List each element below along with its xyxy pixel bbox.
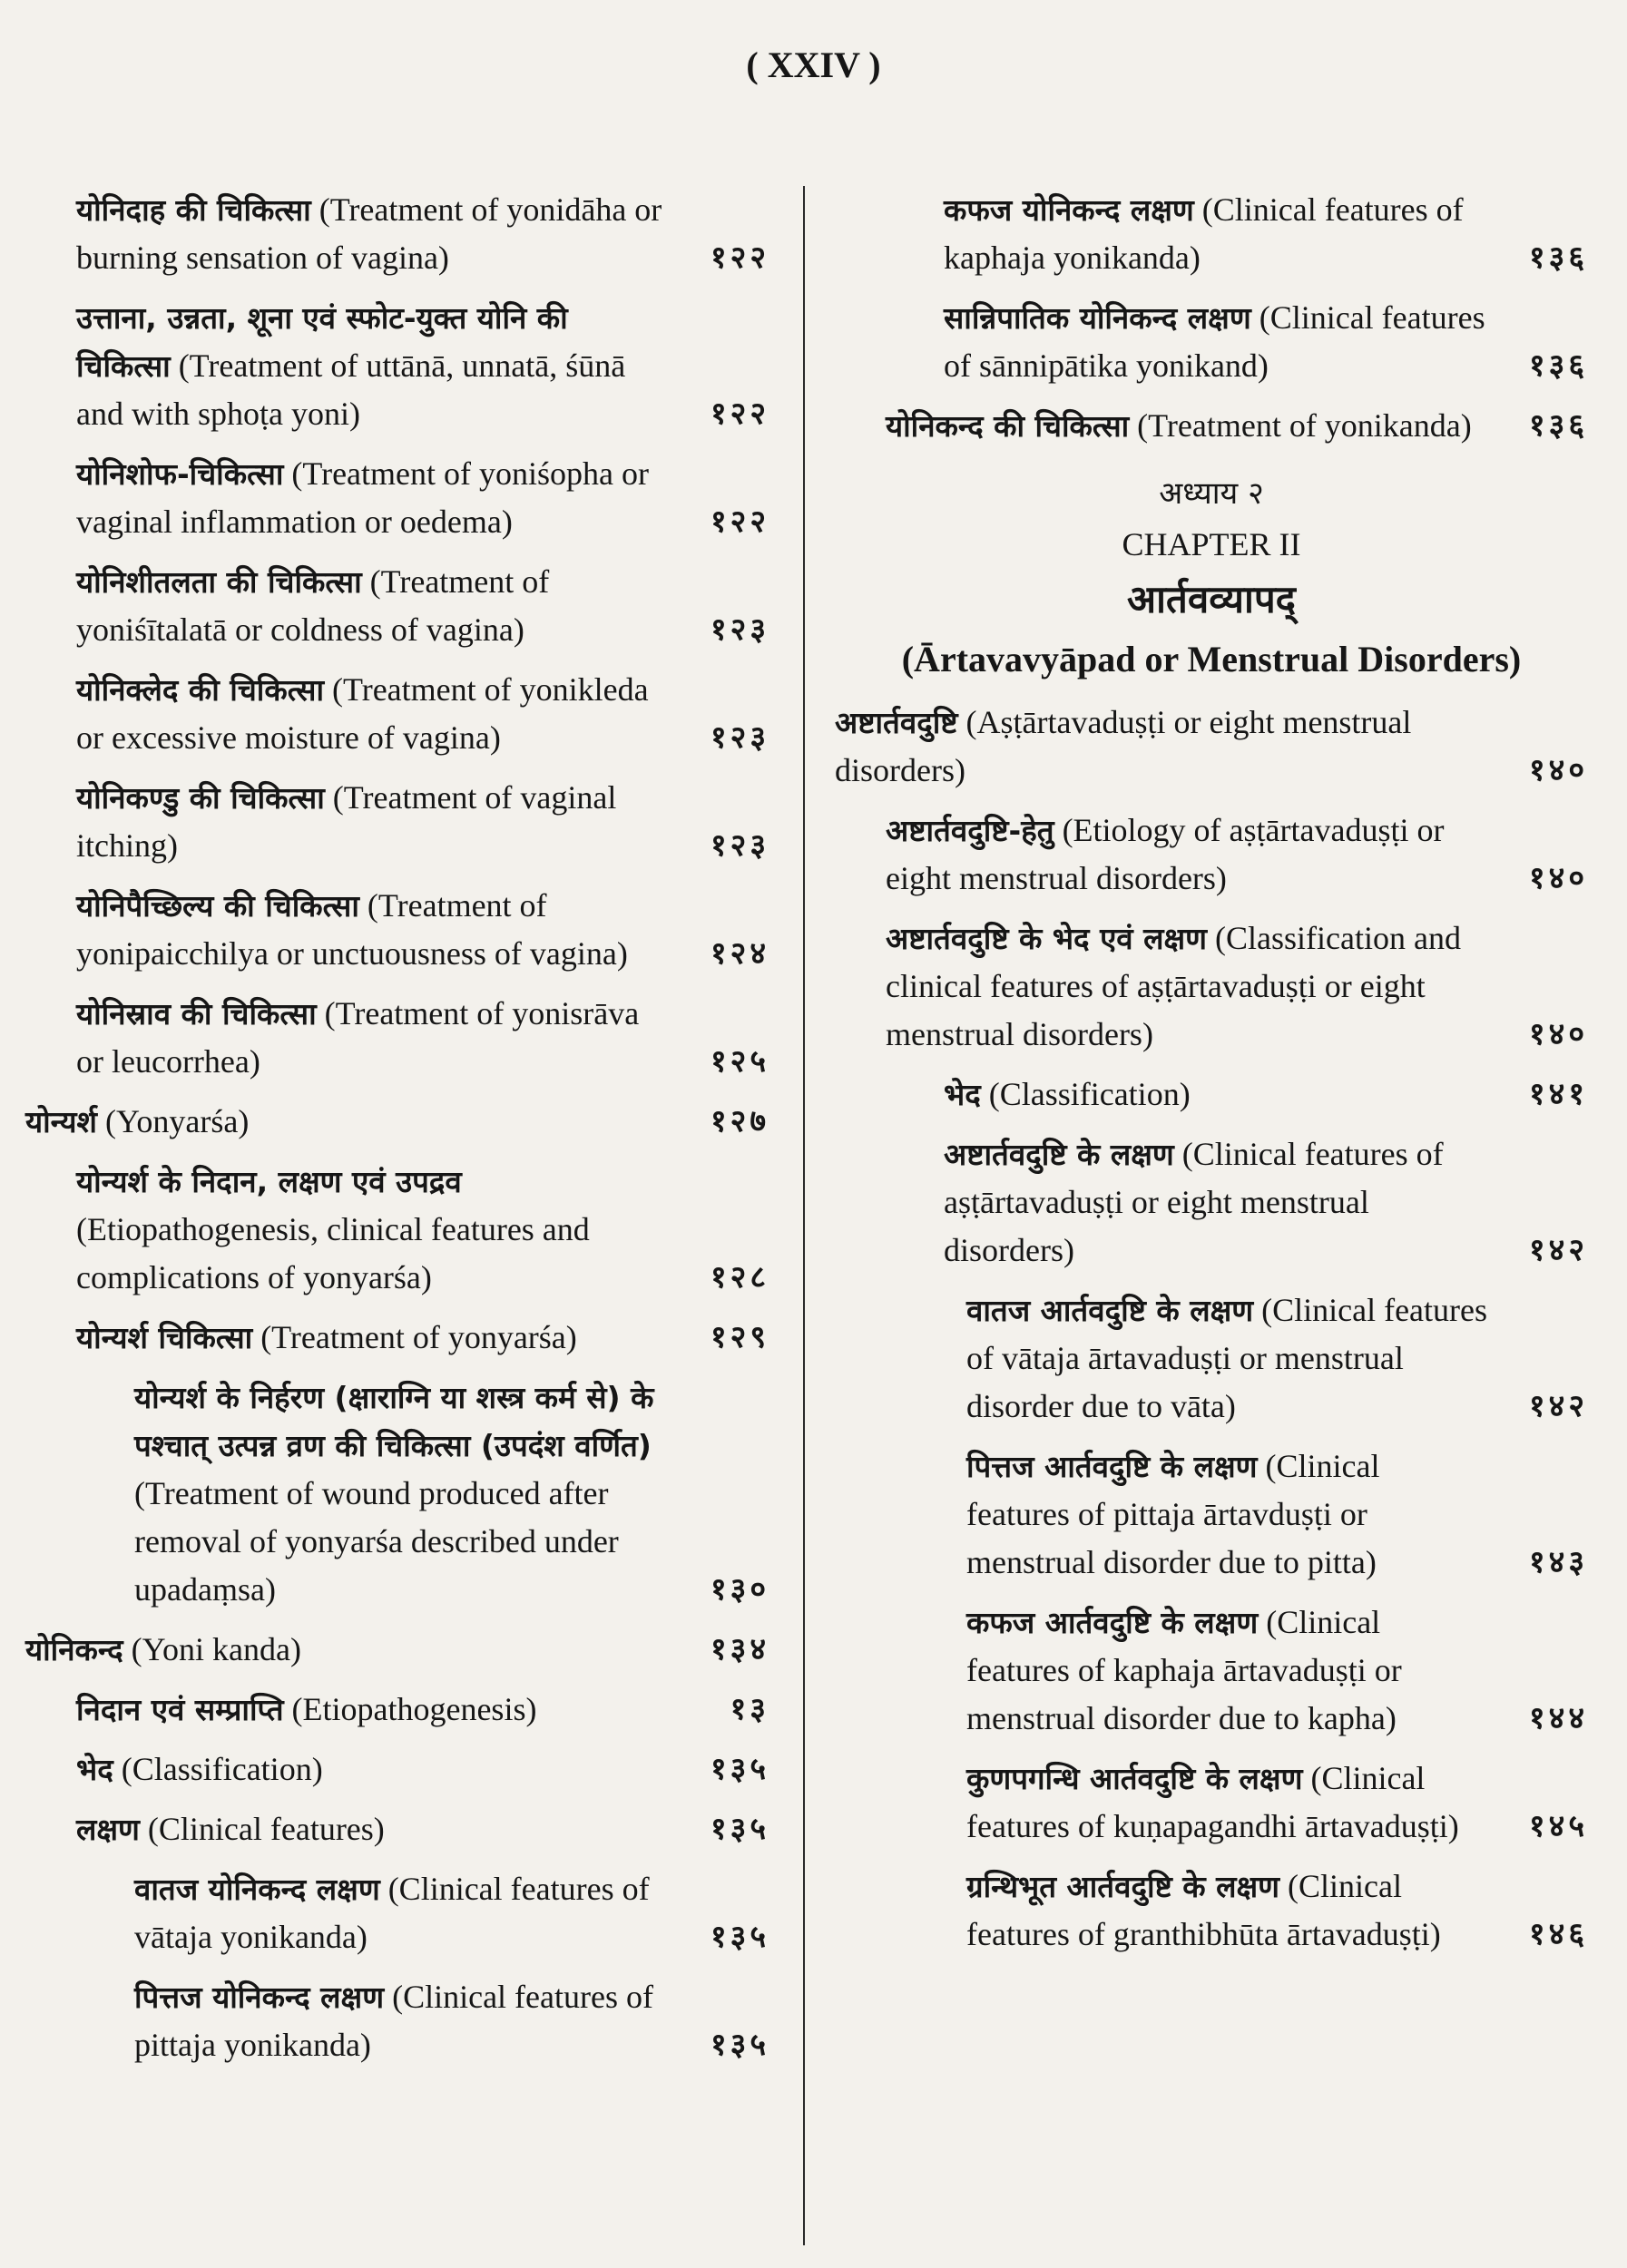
toc-entry xyxy=(25,1973,769,2069)
toc-entry xyxy=(835,1070,1588,1119)
toc-page-number: १२४ xyxy=(710,935,769,972)
toc-entry-hindi: ग्रन्थिभूत आर्तवदुष्टि के लक्षण xyxy=(966,1869,1279,1904)
toc-entry xyxy=(25,1098,769,1146)
chapter-heading xyxy=(835,468,1588,689)
page-number: ( XXIV ) xyxy=(746,44,881,85)
toc-entry-english: (Etiology of aṣṭārtavaduṣṭi or eight menstrual disorders) xyxy=(886,812,1445,896)
toc-entry-text xyxy=(134,1374,769,1614)
toc-entry-text xyxy=(76,1314,769,1362)
toc-entry-text xyxy=(886,914,1588,1059)
toc-entry-text xyxy=(76,882,769,978)
toc-page-number: १४० xyxy=(1528,1016,1588,1052)
toc-entry xyxy=(25,990,769,1086)
toc-entry-english: (Clinical features of vātaja yonikanda) xyxy=(134,1871,650,1955)
toc-page-number: १२७ xyxy=(710,1103,769,1139)
toc-page-number: १२३ xyxy=(710,719,769,756)
toc-entry xyxy=(25,666,769,762)
toc-page-number: १२८ xyxy=(710,1259,769,1295)
toc-page-number: १४५ xyxy=(1528,1808,1588,1844)
toc-entry-text xyxy=(966,1755,1588,1851)
toc-entry xyxy=(835,402,1588,450)
toc-entry-english: (Clinical features) xyxy=(147,1811,385,1847)
toc-entry xyxy=(835,294,1588,390)
toc-entry-text xyxy=(134,1865,769,1961)
toc-page-number: १२९ xyxy=(710,1319,769,1355)
toc-entry-english: (Clinical features of pittaja ārtavduṣṭi or menstrual disorder due to pitta) xyxy=(966,1448,1380,1580)
toc-entry-english: (Treatment of yonipaicchilya or unctuousness of vagina) xyxy=(76,887,628,972)
right-column xyxy=(835,186,1588,1970)
toc-entry xyxy=(25,558,769,654)
toc-entry-english: (Classification) xyxy=(988,1076,1191,1112)
toc-entry-hindi: लक्षण xyxy=(76,1812,140,1847)
toc-page-number: १२२ xyxy=(710,503,769,540)
toc-page-number: १३४ xyxy=(710,1631,769,1667)
toc-entry xyxy=(25,1865,769,1961)
toc-entry-text xyxy=(886,402,1588,450)
toc-entry-hindi: योन्यर्श के निदान, लक्षण एवं उपद्रव xyxy=(76,1164,462,1199)
toc-entry-english: (Treatment of yonidāha or burning sensation of vagina) xyxy=(76,191,662,276)
toc-entry-hindi: योनिस्राव की चिकित्सा xyxy=(76,996,317,1031)
toc-page-number: १३५ xyxy=(710,2027,769,2063)
chapter-title-english: (Ārtavavyāpad or Menstrual Disorders) xyxy=(901,639,1522,679)
toc-entry xyxy=(835,1598,1588,1743)
toc-entry-text xyxy=(944,186,1588,282)
toc-entry-english: (Classification and clinical features of aṣṭārtavaduṣṭi or eight menstrual disorders) xyxy=(886,920,1461,1052)
toc-entry-text xyxy=(25,1098,769,1146)
toc-entry-text xyxy=(76,450,769,546)
toc-entry-english: (Treatment of vaginal itching) xyxy=(76,779,617,864)
toc-entry-hindi: पित्तज योनिकन्द लक्षण xyxy=(134,1980,385,2015)
toc-entry-hindi: भेद xyxy=(76,1752,113,1787)
toc-entry-text xyxy=(966,1286,1588,1431)
toc-entry-text xyxy=(25,1626,769,1674)
toc-entry xyxy=(25,1805,769,1853)
toc-entry-hindi: योनिशोफ-चिकित्सा xyxy=(76,456,284,492)
toc-entry-english: (Treatment of yoniśopha or vaginal inflammation or oedema) xyxy=(76,455,649,540)
toc-entry xyxy=(25,186,769,282)
toc-page-number: १२५ xyxy=(710,1043,769,1080)
toc-entry xyxy=(835,1862,1588,1959)
toc-entry-hindi: योन्यर्श के निर्हरण (क्षाराग्नि या शस्त्र कर्म से) के पश्चात् उत्पन्न व्रण की चिकित्सा (उपदंश वर्णित) xyxy=(134,1380,654,1463)
toc-entry-hindi: सान्निपातिक योनिकन्द लक्षण xyxy=(944,300,1251,336)
toc-entry xyxy=(25,294,769,438)
toc-entry-text xyxy=(966,1442,1588,1587)
toc-entry-text xyxy=(835,699,1588,795)
toc-entry-hindi: योनिदाह की चिकित्सा xyxy=(76,192,311,228)
toc-entry-hindi: निदान एवं सम्प्राप्ति xyxy=(76,1692,284,1727)
toc-entry-text xyxy=(886,807,1588,903)
toc-page-number: १४६ xyxy=(1528,1916,1588,1952)
toc-entry-hindi: अष्टार्तवदुष्टि xyxy=(835,705,958,740)
toc-page-number: १३६ xyxy=(1528,240,1588,276)
toc-entry-text xyxy=(76,186,769,282)
column-divider xyxy=(803,186,805,2245)
toc-entry-english: (Clinical features of kaphaja yonikanda) xyxy=(944,191,1464,276)
toc-entry-english: (Treatment of yoniśītalatā or coldness of vagina) xyxy=(76,563,550,648)
toc-entry-hindi: कफज योनिकन्द लक्षण xyxy=(944,192,1194,228)
toc-page-number: १२३ xyxy=(710,827,769,864)
toc-page-number: १३६ xyxy=(1528,347,1588,384)
toc-entry-hindi: भेद xyxy=(944,1077,981,1112)
toc-entry-text xyxy=(76,666,769,762)
toc-page-number: १४० xyxy=(1528,752,1588,788)
toc-entry xyxy=(835,1286,1588,1431)
toc-page-number: १३६ xyxy=(1528,407,1588,444)
toc-entry-english: (Yoni kanda) xyxy=(131,1631,301,1667)
toc-page-number: १४१ xyxy=(1528,1076,1588,1112)
toc-entry-hindi: योनिकन्द की चिकित्सा xyxy=(886,408,1130,444)
toc-entry-hindi: कुणपगन्धि आर्तवदुष्टि के लक्षण xyxy=(966,1761,1303,1796)
toc-entry-text xyxy=(76,1745,769,1794)
toc-entry-hindi: योन्यर्श चिकित्सा xyxy=(76,1320,253,1355)
toc-entry xyxy=(25,774,769,870)
chapter-title-hindi: आर्तवव्यापद् xyxy=(1127,577,1296,621)
toc-entry xyxy=(25,1745,769,1794)
right-column-bottom-entries xyxy=(835,699,1588,1959)
toc-entry-hindi: अष्टार्तवदुष्टि के लक्षण xyxy=(944,1137,1174,1172)
toc-entry-english: (Treatment of yonyarśa) xyxy=(260,1319,577,1355)
toc-entry xyxy=(25,1626,769,1674)
toc-entry-hindi: योनिशीतलता की चिकित्सा xyxy=(76,564,362,600)
toc-entry xyxy=(25,1158,769,1302)
toc-page-number: १२२ xyxy=(710,240,769,276)
toc-entry-english: (Classification) xyxy=(121,1751,323,1787)
toc-entry xyxy=(835,914,1588,1059)
toc-page-number: १४४ xyxy=(1528,1700,1588,1736)
toc-page-number: १४० xyxy=(1528,860,1588,896)
toc-entry-hindi: कफज आर्तवदुष्टि के लक्षण xyxy=(966,1605,1259,1640)
toc-entry-english: (Clinical features of vātaja ārtavaduṣṭi or menstrual disorder due to vāta) xyxy=(966,1292,1488,1424)
toc-entry-english: (Treatment of yonikanda) xyxy=(1137,407,1472,444)
toc-entry-text xyxy=(76,1686,769,1734)
toc-entry-text xyxy=(76,558,769,654)
toc-entry xyxy=(835,1755,1588,1851)
toc-entry-english: (Treatment of yonikleda or excessive moisture of vagina) xyxy=(76,671,649,756)
toc-entry xyxy=(835,699,1588,795)
toc-entry-english: (Clinical features of pittaja yonikanda) xyxy=(134,1979,653,2063)
toc-entry-english: (Etiopathogenesis, clinical features and complications of yonyarśa) xyxy=(76,1211,590,1295)
toc-entry xyxy=(25,450,769,546)
toc-entry-text xyxy=(134,1973,769,2069)
toc-entry-text xyxy=(76,1158,769,1302)
toc-entry-english: (Treatment of yonisrāva or leucorrhea) xyxy=(76,995,640,1080)
toc-entry-text xyxy=(76,990,769,1086)
toc-entry-hindi: अष्टार्तवदुष्टि-हेतु xyxy=(886,813,1054,848)
toc-entry-text xyxy=(966,1598,1588,1743)
toc-entry-text xyxy=(76,294,769,438)
toc-entry-english: (Etiopathogenesis) xyxy=(291,1691,537,1727)
toc-page-number: १३ xyxy=(730,1691,769,1727)
toc-page-number: १४२ xyxy=(1528,1388,1588,1424)
chapter-number-hindi: अध्याय २ xyxy=(1159,475,1264,512)
toc-entry-english: (Treatment of wound produced after removal of yonyarśa described under upadaṃsa) xyxy=(134,1475,619,1608)
toc-entry-text xyxy=(944,1130,1588,1275)
toc-page-number: १३५ xyxy=(710,1811,769,1847)
toc-page-number: १२३ xyxy=(710,611,769,648)
toc-entry xyxy=(835,1130,1588,1275)
toc-entry xyxy=(835,186,1588,282)
toc-page-number: १४२ xyxy=(1528,1232,1588,1268)
toc-entry-text xyxy=(944,294,1588,390)
toc-entry-hindi: योन्यर्श xyxy=(25,1104,98,1139)
left-column xyxy=(25,186,769,2081)
toc-entry-hindi: योनिकन्द xyxy=(25,1632,123,1667)
toc-entry-english: (Clinical features of aṣṭārtavaduṣṭi or eight menstrual disorders) xyxy=(944,1136,1444,1268)
toc-entry-english: (Treatment of uttānā, unnatā, śūnā and with sphoṭa yoni) xyxy=(76,347,626,432)
toc-entry xyxy=(25,1374,769,1614)
toc-entry-english: (Clinical features of granthibhūta ārtavaduṣṭi) xyxy=(966,1868,1441,1952)
toc-entry-hindi: अष्टार्तवदुष्टि के भेद एवं लक्षण xyxy=(886,921,1208,956)
toc-entry-text xyxy=(944,1070,1588,1119)
toc-entry-hindi: योनिक्लेद की चिकित्सा xyxy=(76,672,324,708)
toc-entry-hindi: योनिपैच्छिल्य की चिकित्सा xyxy=(76,888,359,924)
toc-entry xyxy=(25,882,769,978)
toc-entry-hindi: पित्तज आर्तवदुष्टि के लक्षण xyxy=(966,1449,1258,1484)
toc-page-number: १२२ xyxy=(710,396,769,432)
toc-entry-english: (Clinical features of kaphaja ārtavaduṣṭi or menstrual disorder due to kapha) xyxy=(966,1604,1402,1736)
toc-entry-text xyxy=(76,774,769,870)
toc-page-number: १३० xyxy=(710,1571,769,1608)
toc-entry-english: (Aṣṭārtavaduṣṭi or eight menstrual disorders) xyxy=(835,704,1412,788)
chapter-number-english: CHAPTER II xyxy=(1122,526,1301,562)
toc-entry-text xyxy=(76,1805,769,1853)
toc-page-number: १४३ xyxy=(1528,1544,1588,1580)
toc-page-number: १३५ xyxy=(710,1751,769,1787)
toc-entry-text xyxy=(966,1862,1588,1959)
toc-entry-english: (Clinical features of kuṇapagandhi ārtavaduṣṭi) xyxy=(966,1760,1459,1844)
toc-entry xyxy=(25,1314,769,1362)
toc-entry-hindi: योनिकण्डु की चिकित्सा xyxy=(76,780,325,816)
toc-entry-english: (Yonyarśa) xyxy=(105,1103,250,1139)
toc-entry xyxy=(25,1686,769,1734)
toc-entry-english: (Clinical features of sānnipātika yonikand) xyxy=(944,299,1485,384)
toc-entry-hindi: उत्ताना, उन्नता, शूना एवं स्फोट-युक्त योनि की चिकित्सा xyxy=(76,300,568,384)
toc-entry xyxy=(835,807,1588,903)
toc-entry xyxy=(835,1442,1588,1587)
toc-entry-hindi: वातज आर्तवदुष्टि के लक्षण xyxy=(966,1293,1254,1328)
toc-entry-hindi: वातज योनिकन्द लक्षण xyxy=(134,1872,380,1907)
toc-page-number: १३५ xyxy=(710,1919,769,1955)
right-column-top-entries xyxy=(835,186,1588,450)
